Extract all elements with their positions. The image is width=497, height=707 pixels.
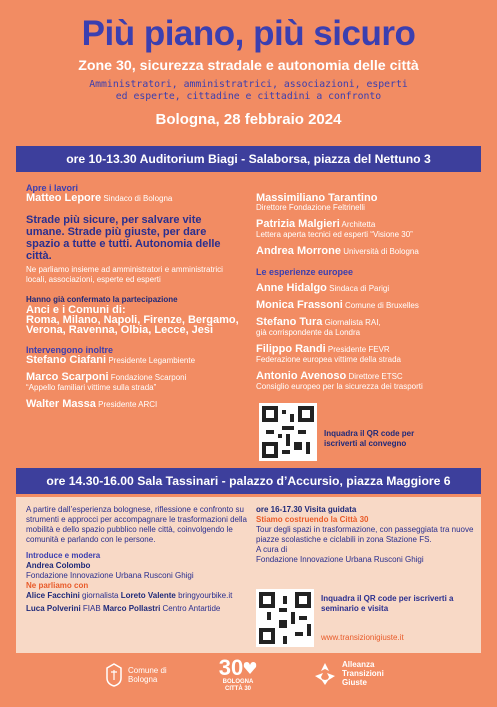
guest-name: Loreto Valente	[120, 591, 176, 600]
speaker-note: “Appello familiari vittime sulla strada”	[26, 383, 157, 392]
speaker-name: Patrizia Malgieri	[256, 218, 340, 230]
guest-role: giornalista	[82, 591, 119, 600]
guest-name: Alice Facchini	[26, 591, 80, 600]
session1-bar: ore 10-13.30 Auditorium Biagi - Salaborsa, piazza del Nettuno 3	[16, 146, 481, 172]
session2-intro: A partire dall’esperienza bolognese, riflessione e confronto su strumenti e approcci per accompagnare le trasformazioni della mobilità e dello spazio pubblico nelle città, coinvolgendo le comunità e parlando con le persone.	[26, 505, 247, 544]
speaker-name: Walter Massa	[26, 398, 96, 410]
alleanza-logo-icon	[312, 661, 338, 687]
session2-panel	[16, 497, 481, 653]
session1-left-column	[26, 183, 241, 410]
speaker-name: Monica Frassoni	[256, 299, 343, 311]
session2-right-column	[256, 505, 476, 565]
tour-by: A cura di	[256, 545, 288, 554]
guest-role: bringyourbike.it	[178, 591, 233, 600]
guest-role: Centro Antartide	[162, 604, 221, 613]
page-title: Più piano, più sicuro	[81, 14, 416, 53]
speaker-role: Giornalista RAI,	[324, 318, 381, 327]
speaker-role: Architetta	[341, 220, 376, 229]
european-label: Le esperienze europee	[256, 267, 354, 277]
session2-left-column	[26, 505, 251, 614]
guest-role: FIAB	[82, 604, 101, 613]
speaker-role: Fondazione Scarponi	[110, 373, 187, 382]
qr-code-convegno[interactable]	[259, 403, 317, 461]
audience-line-2: ed esperte, cittadine e cittadini a confronto	[115, 91, 382, 102]
website-link[interactable]: www.transizionigiuste.it	[321, 633, 404, 642]
bologna30-number: 30	[218, 655, 244, 680]
qr-code-seminario[interactable]	[256, 589, 314, 647]
speaker-name: Stefano Ciafani	[26, 354, 107, 366]
speakers-label: Intervengono inoltre	[26, 345, 114, 355]
opening-label: Apre i lavori	[26, 183, 79, 193]
alleanza-text: Alleanza Transizioni Giuste	[342, 660, 384, 687]
speaker-role: Presidente FEVR	[327, 345, 390, 354]
confirmed-title: Anci e i Comuni di:	[26, 304, 126, 316]
session2-bar: ore 14.30-16.00 Sala Tassinari - palazzo d’Accursio, piazza Maggiore 6	[16, 468, 481, 494]
heart-icon	[243, 661, 257, 675]
qr-caption-seminario: Inquadra il QR code per iscriverti a seminario e visita	[321, 594, 454, 613]
bologna30-text: BOLOGNA CITTÀ 30	[222, 679, 254, 692]
opening-speaker: Matteo Lepore	[26, 192, 102, 204]
speaker-note: Federazione europea vittime della strada	[256, 355, 401, 364]
tour-title: Stiamo costruendo la Città 30	[256, 515, 369, 524]
logo-bologna-30	[218, 657, 258, 693]
headline: Strade più sicure, per salvare vite umane. Strade più giuste, per dare spazio a tutte e tutti. Autonomia delle città.	[26, 214, 221, 262]
speaker-role: Presidente ARCI	[98, 400, 158, 409]
speaker-name: Antonio Avenoso	[256, 370, 347, 382]
speaker-name: Andrea Morrone	[256, 245, 341, 257]
speaker-role: Direttore ETSC	[348, 372, 403, 381]
qr-code-icon	[262, 406, 314, 458]
logo-alleanza	[312, 660, 402, 687]
speaker-name: Marco Scarponi	[26, 371, 109, 383]
tour-description: Tour degli spazi in trasformazione, con passeggiata tra nuove piazze scolastiche e ciclabili in zona Stazione FS.	[256, 525, 474, 544]
page-subtitle: Zone 30, sicurezza stradale e autonomia delle città	[78, 58, 419, 74]
speaker-name: Anne Hidalgo	[256, 282, 327, 294]
cities-list: Roma, Milano, Napoli, Firenze, Bergamo, Verona, Ravenna, Olbia, Lecce, Jesi	[26, 314, 239, 336]
speaker-role: Direttore Fondazione Feltrinelli	[256, 203, 365, 212]
moderator-label: Introduce e modera	[26, 551, 101, 560]
speaker-role: Presidente Legambiente	[108, 356, 196, 365]
speaker-note: Lettera aperta tecnici ed esperti “Visione 30”	[256, 230, 413, 239]
qr-code-icon	[259, 592, 311, 644]
tour-time: ore 16-17.30 Visita guidata	[256, 505, 357, 514]
speaker-role: Sindaca di Parigi	[329, 284, 390, 293]
comune-text: Comune di Bologna	[128, 666, 167, 684]
audience-line-1: Amministratori, amministratrici, associazioni, esperti	[89, 79, 408, 90]
speaker-note: Consiglio europeo per la sicurezza dei trasporti	[256, 382, 423, 391]
guest-name: Marco Pollastri	[102, 604, 161, 613]
logo-comune-bologna	[104, 662, 172, 688]
event-date: Bologna, 28 febbraio 2024	[155, 111, 342, 128]
qr-caption-convegno: Inquadra il QR code per iscriverti al convegno	[324, 429, 415, 448]
speaker-note: già corrispondente da Londra	[256, 328, 361, 337]
speaker-role: Comune di Bruxelles	[345, 301, 419, 310]
speaker-role: Università di Bologna	[343, 247, 419, 256]
opening-speaker-role: Sindaco di Bologna	[103, 194, 173, 203]
moderator-role: Fondazione Innovazione Urbana Rusconi Ghigi	[26, 571, 194, 580]
confirmed-label: Hanno già confermato la partecipazione	[26, 295, 178, 304]
header	[0, 14, 497, 128]
intro-text: Ne parliamo insieme ad amministratori e amministratrici locali, associazioni, esperte ed esperti	[26, 265, 223, 284]
speaker-name: Filippo Randi	[256, 343, 326, 355]
comune-crest-icon	[104, 662, 124, 688]
tour-organizer: Fondazione Innovazione Urbana Rusconi Ghigi	[256, 555, 424, 564]
speaker-name: Stefano Tura	[256, 316, 323, 328]
talk-label: Ne parliamo con	[26, 581, 89, 590]
guest-name: Luca Polverini	[26, 604, 81, 613]
speaker-name: Massimiliano Tarantino	[256, 192, 378, 204]
moderator-name: Andrea Colombo	[26, 561, 91, 570]
session1-right-column	[256, 193, 481, 392]
